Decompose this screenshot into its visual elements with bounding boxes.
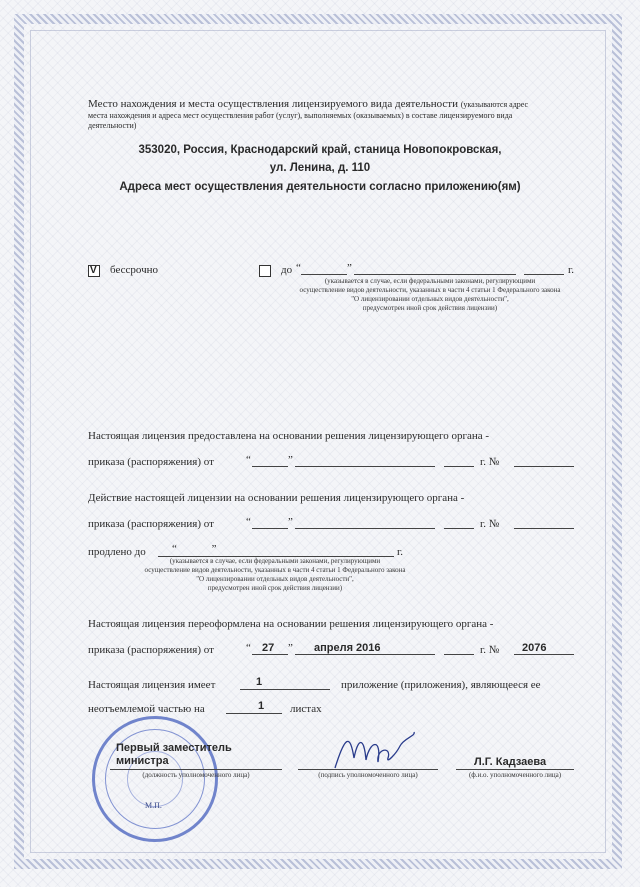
appendix-label: приложение (приложения), являющееся ее: [341, 679, 541, 691]
reissued-number-line: [514, 654, 574, 655]
reissued-day-line: [252, 654, 288, 655]
appendix-count-line: [240, 689, 330, 690]
granted-order-label: приказа (распоряжения) от: [88, 456, 214, 468]
extended-number-line: [514, 528, 574, 529]
until-quote-open: “: [296, 262, 301, 274]
granted-year-suffix: г. №: [480, 456, 500, 468]
granted-month-line: [295, 466, 435, 467]
granted-day-line: [252, 466, 288, 467]
prolonged-quotes: “ ”: [172, 543, 233, 555]
location-note-end: деятельности): [88, 121, 137, 130]
until-month-line: [354, 274, 516, 275]
signature-caption: (подпись уполномоченного лица): [318, 771, 418, 779]
extended-quote-close: ”: [288, 516, 293, 528]
until-day-line: [301, 274, 347, 275]
appendix-has-label: Настоящая лицензия имеет: [88, 679, 216, 691]
extended-day-line: [252, 528, 288, 529]
granted-number-line: [514, 466, 574, 467]
addresses-appendix: Адреса мест осуществления деятельности согласно приложению(ям): [119, 181, 521, 193]
extended-order-label: приказа (распоряжения) от: [88, 518, 214, 530]
location-note: места нахождения и адреса мест осуществления работ (услуг), выполняемых (оказываемых) в составе лицензируемого вида: [88, 111, 513, 120]
term-note: (указывается в случае, если федеральными законами, регулирующими осуществление видов деятельности, указанных в части 4 статьи 1 Федерального закона "О лицензировании отдельных видов деятельности", предусмотрен иной срок действия лицензии): [299, 277, 561, 312]
seal-stamp: [92, 716, 218, 842]
extended-line: Действие настоящей лицензии на основании решения лицензирующего органа -: [88, 492, 465, 504]
extended-year-line: [444, 528, 474, 529]
reissued-line: Настоящая лицензия переоформлена на основании решения лицензирующего органа -: [88, 618, 494, 630]
address-line1: 353020, Россия, Краснодарский край, станица Новопокровская,: [138, 144, 502, 156]
reissued-year-suffix: г. №: [480, 644, 500, 656]
reissued-day: 27: [262, 642, 275, 654]
appendix-count: 1: [256, 676, 263, 688]
position-line2: министра: [116, 755, 169, 767]
reissued-order-label: приказа (распоряжения) от: [88, 644, 214, 656]
sheets-line: [226, 713, 282, 714]
name-caption: (ф.и.о. уполномоченного лица): [468, 771, 562, 779]
until-quote-close: ”: [347, 262, 352, 274]
until-year-suffix: г.: [568, 264, 575, 276]
until-year-line: [524, 274, 564, 275]
position-line1: Первый заместитель: [116, 742, 232, 754]
prolonged-label: продлено до: [88, 546, 146, 558]
granted-line: Настоящая лицензия предоставлена на основании решения лицензирующего органа -: [88, 430, 490, 442]
prolonged-note: (указывается в случае, если федеральными законами, регулирующими осуществление видов деятельности, указанных в части 4 статьи 1 Федерального закона "О лицензировании отдельных видов деятельности", предусмотрен иной срок действия лицензии): [144, 557, 406, 592]
sheets-count: 1: [258, 700, 265, 712]
reissued-quote-close: ”: [288, 642, 293, 654]
position-line: [110, 769, 282, 770]
reissued-year-line: [444, 654, 474, 655]
granted-year-line: [444, 466, 474, 467]
name-line: [456, 769, 574, 770]
address-line2: ул. Ленина, д. 110: [269, 162, 371, 174]
extended-year-suffix: г. №: [480, 518, 500, 530]
until-label: до: [281, 264, 293, 276]
reissued-month-year: апреля 2016: [314, 642, 381, 654]
granted-quote-close: ”: [288, 454, 293, 466]
location-title: Место нахождения и места осуществления лицензируемого вида деятельности (указываются адрес: [88, 98, 529, 110]
granted-quote-open: “: [246, 454, 251, 466]
position-caption: (должность уполномоченного лица): [142, 771, 250, 779]
extended-month-line: [295, 528, 435, 529]
reissued-number: 2076: [522, 642, 547, 654]
sheets-label: листах: [290, 703, 322, 715]
perpetual-label: бессрочно: [110, 264, 159, 276]
check-mark: V: [90, 265, 97, 276]
signature-scribble: [330, 728, 420, 773]
prolonged-year: г.: [397, 546, 404, 558]
reissued-month-line: [295, 654, 435, 655]
integral-label: неотъемлемой частью на: [88, 703, 205, 715]
signer-name: Л.Г. Кадзаева: [474, 756, 547, 768]
reissued-quote-open: “: [246, 642, 251, 654]
extended-quote-open: “: [246, 516, 251, 528]
seal-mark: М.П.: [145, 801, 162, 810]
until-checkbox[interactable]: [259, 265, 271, 277]
signature-line: [298, 769, 438, 770]
